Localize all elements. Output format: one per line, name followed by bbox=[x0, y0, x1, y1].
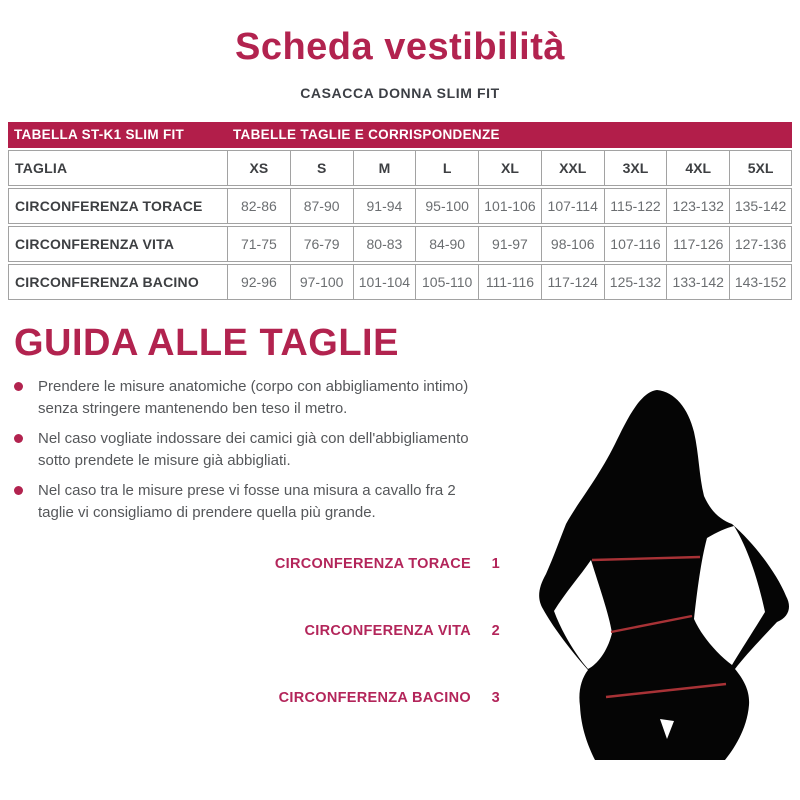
value-cell: 107-114 bbox=[541, 188, 604, 224]
measurement-row bbox=[8, 188, 792, 224]
measure-number: 2 bbox=[491, 623, 500, 639]
row-label-cell: CIRCONFERENZA BACINO bbox=[8, 264, 227, 300]
guide-bullet-item bbox=[14, 428, 479, 471]
guide-bullet-item bbox=[14, 376, 479, 419]
size-header-row bbox=[8, 150, 792, 186]
value-cell: 80-83 bbox=[353, 226, 416, 262]
size-column-header: XS bbox=[227, 150, 290, 186]
size-column-header: S bbox=[290, 150, 353, 186]
measure-number: 3 bbox=[491, 690, 500, 706]
guide-bullet-text: Nel caso vogliate indossare dei camici già con dell'abbigliamento sotto prendete le misure già abbigliati. bbox=[38, 430, 469, 469]
guide-bullet-text: Nel caso tra le misure prese vi fosse una misura a cavallo fra 2 taglie vi consigliamo di prendere quella più grande. bbox=[38, 482, 456, 521]
size-table-header-bar bbox=[8, 122, 792, 148]
bullet-dot-icon bbox=[14, 434, 23, 443]
page-title: Scheda vestibilità bbox=[234, 26, 565, 68]
value-cell: 125-132 bbox=[604, 264, 667, 300]
value-cell: 135-142 bbox=[729, 188, 792, 224]
value-cell: 133-142 bbox=[666, 264, 729, 300]
value-cell: 71-75 bbox=[227, 226, 290, 262]
value-cell: 87-90 bbox=[290, 188, 353, 224]
measure-label-text: CIRCONFERENZA TORACE bbox=[274, 556, 471, 572]
value-cell: 127-136 bbox=[729, 226, 792, 262]
size-column-header: M bbox=[353, 150, 416, 186]
size-column-header-taglia: TAGLIA bbox=[8, 150, 227, 186]
value-cell: 111-116 bbox=[478, 264, 541, 300]
measure-label-bacino bbox=[0, 689, 500, 707]
size-table bbox=[8, 148, 792, 302]
size-table-body bbox=[8, 188, 792, 300]
table-name-label: TABELLA ST-K1 SLIM FIT bbox=[14, 127, 185, 142]
size-column-header: XXL bbox=[541, 150, 604, 186]
female-silhouette-image bbox=[525, 388, 795, 800]
value-cell: 115-122 bbox=[604, 188, 667, 224]
measurement-row bbox=[8, 226, 792, 262]
value-cell: 82-86 bbox=[227, 188, 290, 224]
value-cell: 105-110 bbox=[415, 264, 478, 300]
size-guide-heading: GUIDA ALLE TAGLIE bbox=[14, 322, 399, 364]
bullet-dot-icon bbox=[14, 382, 23, 391]
guide-bullet-item bbox=[14, 480, 479, 523]
size-table-head bbox=[8, 150, 792, 186]
value-cell: 143-152 bbox=[729, 264, 792, 300]
value-cell: 117-124 bbox=[541, 264, 604, 300]
guide-bullet-text: Prendere le misure anatomiche (corpo con abbigliamento intimo) senza stringere mantenendo ben teso il metro. bbox=[38, 378, 469, 417]
row-label-cell: CIRCONFERENZA TORACE bbox=[8, 188, 227, 224]
measure-number: 1 bbox=[491, 556, 500, 572]
value-cell: 123-132 bbox=[666, 188, 729, 224]
value-cell: 107-116 bbox=[604, 226, 667, 262]
measure-label-text: CIRCONFERENZA BACINO bbox=[278, 690, 471, 706]
row-label-cell: CIRCONFERENZA VITA bbox=[8, 226, 227, 262]
measure-label-vita bbox=[0, 622, 500, 640]
value-cell: 117-126 bbox=[666, 226, 729, 262]
value-cell: 95-100 bbox=[415, 188, 478, 224]
size-column-header: L bbox=[415, 150, 478, 186]
value-cell: 101-104 bbox=[353, 264, 416, 300]
page-subtitle: CASACCA DONNA SLIM FIT bbox=[300, 85, 500, 101]
measure-label-text: CIRCONFERENZA VITA bbox=[304, 623, 471, 639]
value-cell: 76-79 bbox=[290, 226, 353, 262]
table-title-label: TABELLE TAGLIE E CORRISPONDENZE bbox=[233, 127, 500, 142]
value-cell: 98-106 bbox=[541, 226, 604, 262]
value-cell: 84-90 bbox=[415, 226, 478, 262]
value-cell: 101-106 bbox=[478, 188, 541, 224]
size-column-header: 4XL bbox=[666, 150, 729, 186]
size-table-section bbox=[8, 122, 792, 302]
value-cell: 91-94 bbox=[353, 188, 416, 224]
value-cell: 92-96 bbox=[227, 264, 290, 300]
value-cell: 97-100 bbox=[290, 264, 353, 300]
size-guide-list bbox=[14, 376, 479, 532]
size-column-header: 3XL bbox=[604, 150, 667, 186]
value-cell: 91-97 bbox=[478, 226, 541, 262]
size-column-header: 5XL bbox=[729, 150, 792, 186]
size-column-header: XL bbox=[478, 150, 541, 186]
measure-label-torace bbox=[0, 555, 500, 573]
measurement-row bbox=[8, 264, 792, 300]
bullet-dot-icon bbox=[14, 486, 23, 495]
